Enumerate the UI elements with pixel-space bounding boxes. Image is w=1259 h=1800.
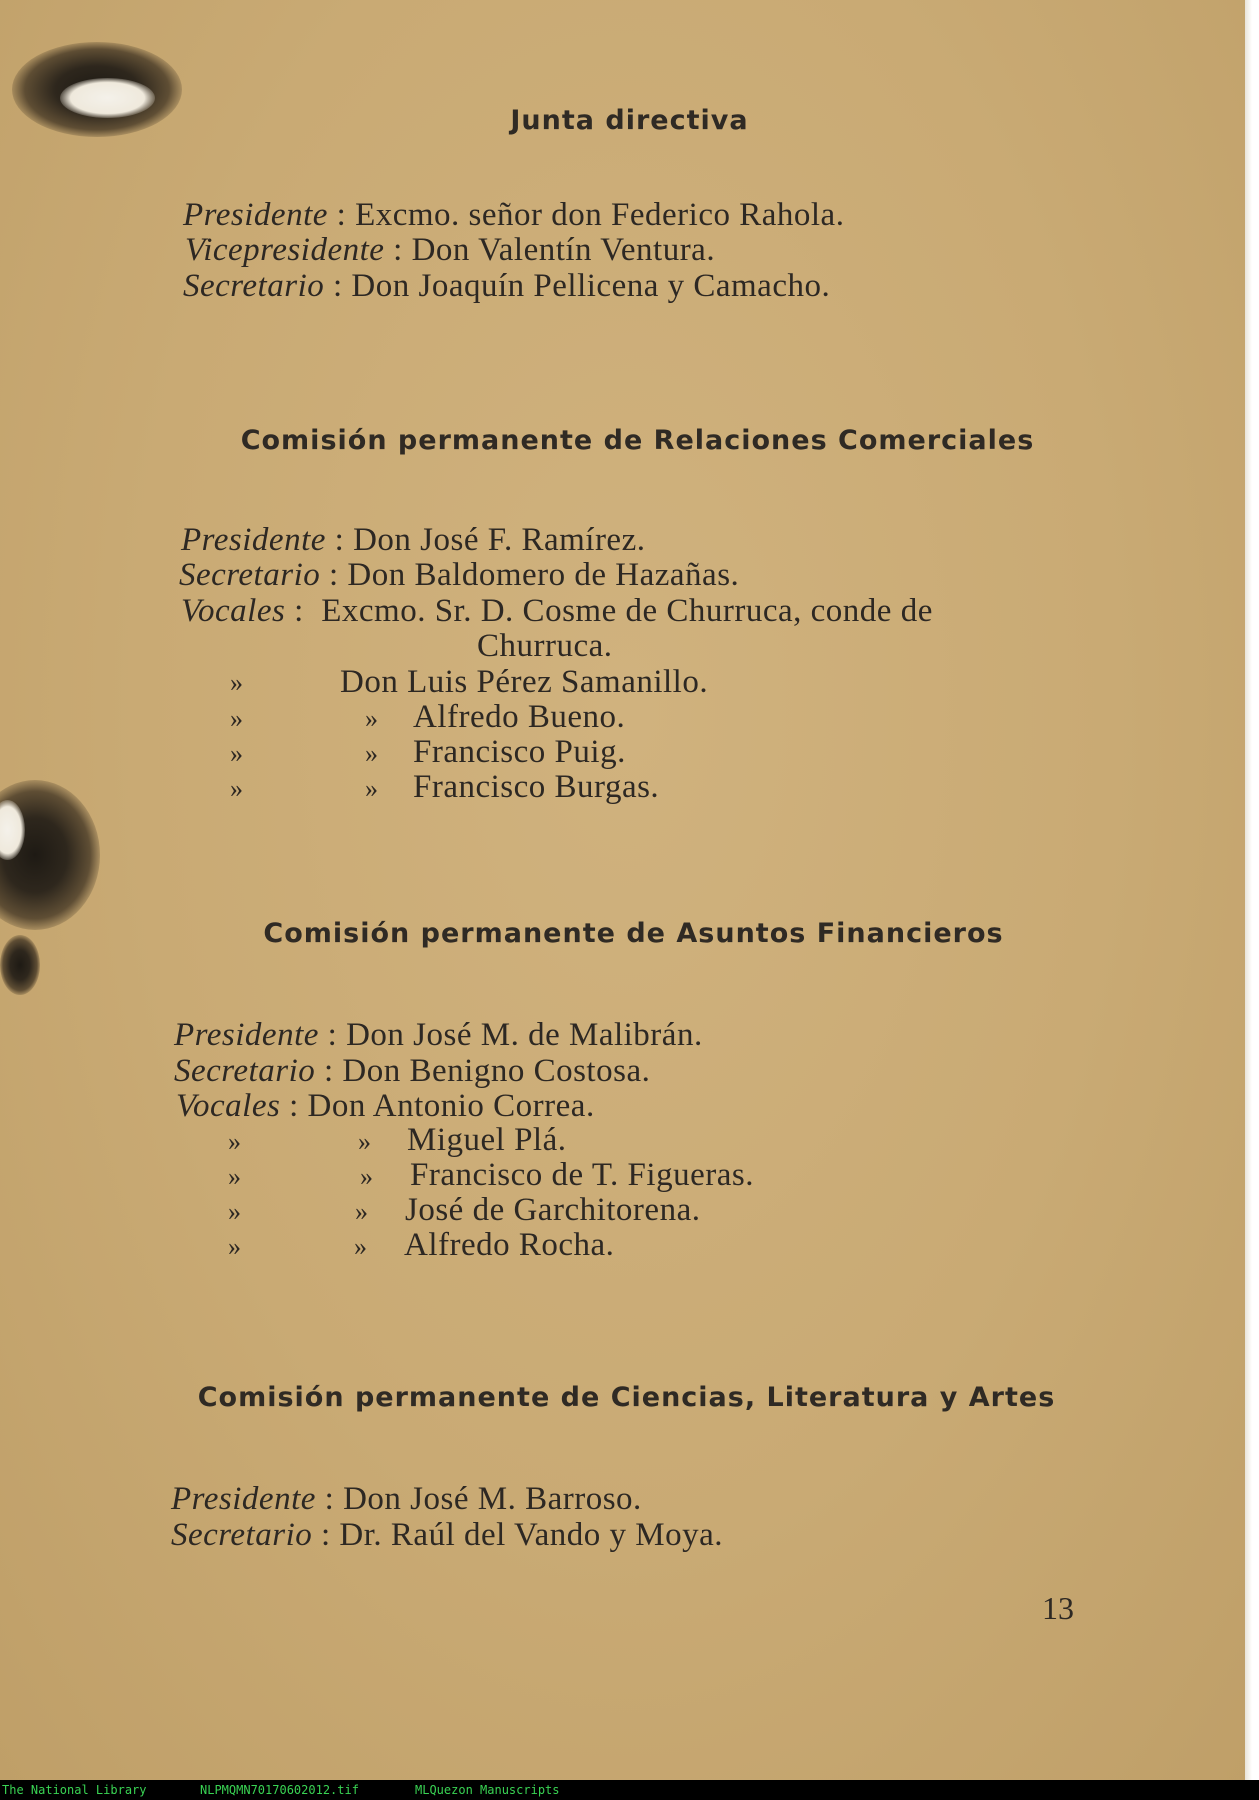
vocal-name: Miguel Plá. [407, 1122, 567, 1158]
ditto-mark: » [228, 1197, 241, 1226]
role-label: Vicepresidente [185, 232, 385, 268]
member-vocales: Vocales : Excmo. Sr. D. Cosme de Churruca, conde de [181, 593, 933, 629]
member-name: Don José M. Barroso. [343, 1481, 642, 1517]
vocal-name: Francisco de T. Figueras. [410, 1157, 754, 1193]
vocal-name: Francisco Puig. [413, 734, 626, 770]
footer-file: NLPMQMN70170602012.tif [200, 1783, 359, 1797]
member-secretario: Secretario : Don Benigno Costosa. [174, 1053, 651, 1089]
member-name-continuation: Churruca. [477, 628, 613, 664]
member-vicepresidente: Vicepresidente : Don Valentín Ventura. [185, 232, 716, 268]
member-name: Don Baldomero de Hazañas. [347, 557, 740, 593]
member-name: Excmo. señor don Federico Rahola. [355, 197, 845, 233]
member-secretario: Secretario : Don Baldomero de Hazañas. [179, 557, 740, 593]
member-name: Don Valentín Ventura. [411, 232, 716, 268]
role-label: Secretario [179, 557, 321, 593]
ditto-mark: » [230, 774, 243, 803]
ditto-mark: » [360, 1162, 373, 1191]
member-name: Don Antonio Correa. [307, 1088, 595, 1124]
member-secretario: Secretario : Don Joaquín Pellicena y Camacho. [183, 268, 831, 304]
page-edge [1245, 0, 1252, 1780]
section-title-relaciones-comerciales: Comisión permanente de Relaciones Comerciales [240, 425, 1035, 456]
role-label: Presidente [181, 522, 326, 558]
member-vocales: Vocales : Don Antonio Correa. [176, 1088, 595, 1124]
ditto-mark: » [354, 1232, 367, 1261]
vocal-name: Alfredo Bueno. [413, 699, 626, 735]
role-label: Vocales [176, 1088, 281, 1124]
role-label: Presidente [174, 1017, 319, 1053]
vocal-name: Don Luis Pérez Samanillo. [340, 664, 709, 700]
section-title-ciencias-literatura-artes: Comisión permanente de Ciencias, Literatura y Artes [197, 1382, 1056, 1413]
role-label: Presidente [171, 1481, 316, 1517]
member-name: Don Benigno Costosa. [342, 1053, 651, 1089]
role-label: Vocales [181, 593, 286, 629]
ditto-mark: » [365, 774, 378, 803]
vocal-name: Alfredo Rocha. [404, 1227, 615, 1263]
member-presidente: Presidente : Excmo. señor don Federico Rahola. [183, 197, 845, 233]
scan-footer-bar [0, 1780, 1259, 1800]
member-name: Don José M. de Malibrán. [346, 1017, 703, 1053]
role-label: Secretario [174, 1053, 316, 1089]
footer-collection: MLQuezon Manuscripts [415, 1783, 560, 1797]
section-title-junta-directiva: Junta directiva [510, 105, 749, 136]
ditto-mark: » [230, 668, 243, 697]
member-presidente: Presidente : Don José M. de Malibrán. [174, 1017, 703, 1053]
page-number: 13 [1042, 1590, 1074, 1626]
vocal-name: José de Garchitorena. [405, 1192, 701, 1228]
ditto-mark: » [365, 739, 378, 768]
ditto-mark: » [228, 1232, 241, 1261]
section-title-asuntos-financieros: Comisión permanente de Asuntos Financieros [263, 918, 1004, 949]
ditto-mark: » [230, 739, 243, 768]
ditto-mark: » [358, 1127, 371, 1156]
ditto-mark: » [355, 1197, 368, 1226]
member-name: Don Joaquín Pellicena y Camacho. [351, 268, 831, 304]
member-presidente: Presidente : Don José M. Barroso. [171, 1481, 642, 1517]
member-secretario: Secretario : Dr. Raúl del Vando y Moya. [171, 1517, 724, 1553]
ditto-mark: » [365, 704, 378, 733]
role-label: Secretario [183, 268, 325, 304]
member-name: Don José F. Ramírez. [353, 522, 646, 558]
footer-library: The National Library [2, 1783, 147, 1797]
ditto-mark: » [228, 1162, 241, 1191]
ditto-mark: » [228, 1127, 241, 1156]
member-name: Dr. Raúl del Vando y Moya. [339, 1517, 724, 1553]
role-label: Presidente [183, 197, 328, 233]
member-name: Excmo. Sr. D. Cosme de Churruca, conde de [321, 593, 933, 629]
role-label: Secretario [171, 1517, 313, 1553]
member-presidente: Presidente : Don José F. Ramírez. [181, 522, 646, 558]
vocal-name: Francisco Burgas. [413, 769, 660, 805]
ditto-mark: » [230, 704, 243, 733]
